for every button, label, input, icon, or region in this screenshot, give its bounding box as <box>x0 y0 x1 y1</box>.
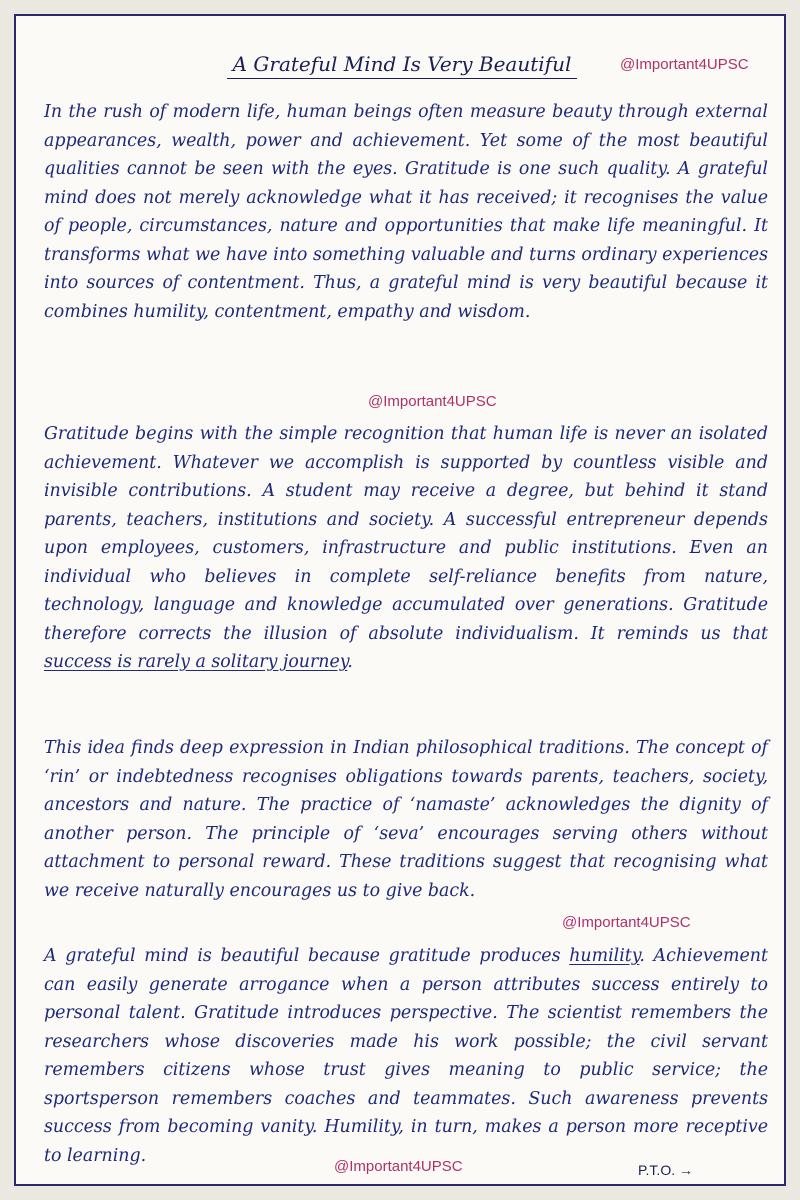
underlined-phrase: success is rarely a solitary journey <box>44 652 348 672</box>
paragraph-2 <box>44 420 768 677</box>
page-title-text: A Grateful Mind Is Very Beautiful <box>227 52 578 79</box>
watermark-bottom: @Important4UPSC <box>334 1158 463 1175</box>
paragraph-4-text: A grateful mind is beautiful because gratitude produces <box>44 946 570 966</box>
paragraph-4-rest: . Achievement can easily generate arrogance when a person attributes success entirely to personal talent. Gratitude introduces perspective. The scientist remembers the researchers whose discoveries made his work possible; the civil servant remembers citizens whose trust gives meaning to public service; the sportsperson remembers coaches and teammates. Such awareness prevents success from becoming vanity. Humility, in turn, makes a person more receptive to learning. <box>44 946 768 1166</box>
watermark-mid-1: @Important4UPSC <box>368 393 497 410</box>
paragraph-3: This idea finds deep expression in Indian philosophical traditions. The concept of ‘rin’ or indebtedness recognises obligations towards parents, teachers, society, ancestors and nature. The practice of ‘namaste’ acknowledges the dignity of another person. The principle of ‘seva’ encourages serving others without attachment to personal reward. These traditions suggest that recognising what we receive naturally encourages us to give back. <box>44 738 768 901</box>
paragraph-4 <box>44 942 768 1170</box>
paragraph-1: In the rush of modern life, human beings often measure beauty through external appearances, wealth, power and achievement. Yet some of the most beautiful qualities cannot be seen with the eyes. Gratitude is one such quality. A grateful mind does not merely acknowledge what it has received; it recognises the value of people, circumstances, nature and opportunities that make life meaningful. It transforms what we have into something valuable and turns ordinary experiences into sources of contentment. Thus, a grateful mind is very beautiful because it combines humility, contentment, empathy and wisdom. <box>44 102 768 322</box>
watermark-top: @Important4UPSC <box>620 56 749 73</box>
watermark-mid-2: @Important4UPSC <box>562 914 691 931</box>
notebook-page <box>14 14 786 1186</box>
paragraph-2-text: Gratitude begins with the simple recognition that human life is never an isolated achievement. Whatever we accomplish is supported by countless visible and invisible contributions. A student may receive a degree, but behind it stand parents, teachers, institutions and society. A successful entrepreneur depends upon employees, customers, infrastructure and public institutions. Even an individual who believes in complete self-reliance benefits from nature, technology, language and knowledge accumulated over generations. Gratitude therefore corrects the illusion of absolute individualism. It reminds us that <box>44 424 768 644</box>
pto-label: P.T.O. → <box>638 1162 693 1178</box>
underlined-word: humility <box>569 946 640 966</box>
paragraph-2-end: . <box>347 652 353 672</box>
